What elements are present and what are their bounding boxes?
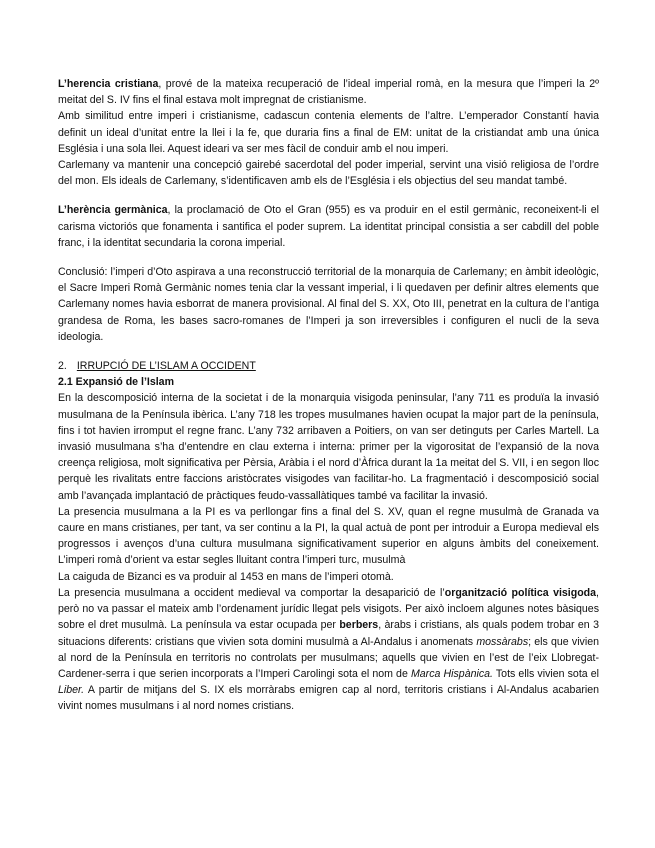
paragraph-conclusion: Conclusió: l’imperi d’Oto aspirava a una reconstrucció territorial de la monarquia de Carlemany; en àmbit ideològic, el Sacre Imperi Romà Germànic nomes tenia clar la vessant imperial, i li quedaven per definir altres elements que Carlemany nomes havia esborrat de manera provisional. Al final del S. XX, Oto III, penetrat en la cultura de l’antiga grandesa de Roma, les bases sacro-romanes de l’Imperi ja son irreversibles i configuren el nucli de la seva ideologia. [58,266,599,343]
paragraph-empire-christianity: Amb similitud entre imperi i cristianisme, cadascun contenia elements de l’altre. L’emperador Constantí havia definit un ideal d’unitat entre la llei i la fe, que duraria fins a final de EM: unitat de la cristiandat amb una única Església i una sola llei. Aquest ideari va ser mes fàcil de conduir amb el nou imperi. [58,110,599,155]
term-christian-heritage: L’herencia cristiana [58,78,159,90]
paragraph-charlemagne: Carlemany va mantenir una concepció gairebé sacerdotal del poder imperial, servint una visió religiosa de l’ordre del mon. Els ideals de Carlemany, s’identificaven amb els de l’Església i els objectius del seu mandat també. [58,159,599,188]
subsection-title: 2.1 Expansió de l’Islam [58,376,174,389]
paragraph-text: Tots ells vivien sota el [492,667,600,680]
paragraph-text: , però no va passar el mateix amb l’ordenament jurídic llegat pels visigots. Per això incloem algunes notes bàsiques sobre el dret musulmà. La península va estar ocupada per [58,586,599,632]
paragraph-text: La presencia musulmana a occident medieval va comportar la desaparició de l’ [58,586,445,599]
term-marca-hispanica: Marca Hispànica. [410,667,493,680]
paragraph-fall-byzantium: La caiguda de Bizanci es va produir al 1453 en mans de l’imperi otomà. [58,570,394,583]
term-berbers: berbers [339,619,379,632]
paragraph-text: A partir de mitjans del S. IX els morràrabs emigren cap al nord, territoris cristians i Al-Andalus acabarien vivint nomes musulmans i al nord nomes cristians. [58,684,599,713]
paragraph-christian-heritage [58,76,599,108]
paragraph-text: , prové de la mateixa recuperació de l’ideal imperial romà, en la mesura que l’imperi la 2º meitat del S. IV fins el final estava molt impregnat de cristianisme. [58,78,599,107]
spacer [58,345,599,358]
document-page [58,76,599,715]
spacer [58,189,599,202]
paragraph-text: , la proclamació de Oto el Gran (955) es va produir en el estil germànic, reconeixent-li el carisma victoriós que fonamenta i santifica el poder suprem. La identitat principal consistia a ser cabdill del poble franc, i la identitat secundaria la corona imperial. [58,204,599,249]
paragraph-germanic-heritage [58,202,599,251]
paragraph-visigoth-law [58,585,599,715]
paragraph-text: , àrabs i cristians, als quals podem trobar en 3 situacions diferents: cristians que vivien sota domini musulmà a Al-Andalus i anomenats [58,619,599,648]
term-liber: Liber. [58,684,85,697]
paragraph-text: ; els que vivien al nord de la Península en territoris no controlats per musulmans; aquells que vivien en l’est de l’eix Llobregat-Cardener-serra i que serien incorporats a l’Imperi Carolingi sota el nom de [58,635,599,680]
paragraph-muslim-presence: La presencia musulmana a la PI es va perllongar fins a final del S. XV, quan el regne musulmà de Granada va caure en mans cristianes, per tant, va ser continu a la PI, la qual actuà de pont per introduir a Europa medieval els progressos i avenços d’una cultura musulmana significativament superior en alguns àmbits del coneixement. L’imperi romà d’orient va estar segles lluitant contra l’imperi turc, musulmà [58,505,599,567]
section-number: 2. [58,360,67,373]
spacer [58,251,599,264]
term-germanic-heritage: L’herència germànica [58,204,168,217]
section-heading [58,358,599,374]
paragraph-islam-invasion: En la descomposició interna de la societat i de la monarquia visigoda peninsular, l’any 711 es produïa la invasió musulmana de la Península ibèrica. L’any 718 les tropes musulmanes havien ocupat la major part de la península, fins i tot havien irromput el regne franc. L’any 732 arribaven a Poitiers, on van ser detinguts per Carles Martell. La invasió musulmana s’ha d’entendre en clau externa i interna: primer per la vigorositat de l’expansió de la nova creença religiosa, molt significativa per Pèrsia, Aràbia i el nord d’Àfrica durant la 1a meitat del S. VII, i en segon lloc perquè les rivalitats entre faccions aristòcrates visigodes van facilitar-ho. La fragmentació i descomposició social amb l’avançada implantació de pràctiques feudo-vassallàtiques també va facilitar la invasió. [58,392,599,502]
term-visigoth-organization: organització política visigoda [444,586,597,599]
section-title: IRRUPCIÓ DE L’ISLAM A OCCIDENT [76,360,256,373]
term-mozarabs: mossàrabs [476,635,529,648]
